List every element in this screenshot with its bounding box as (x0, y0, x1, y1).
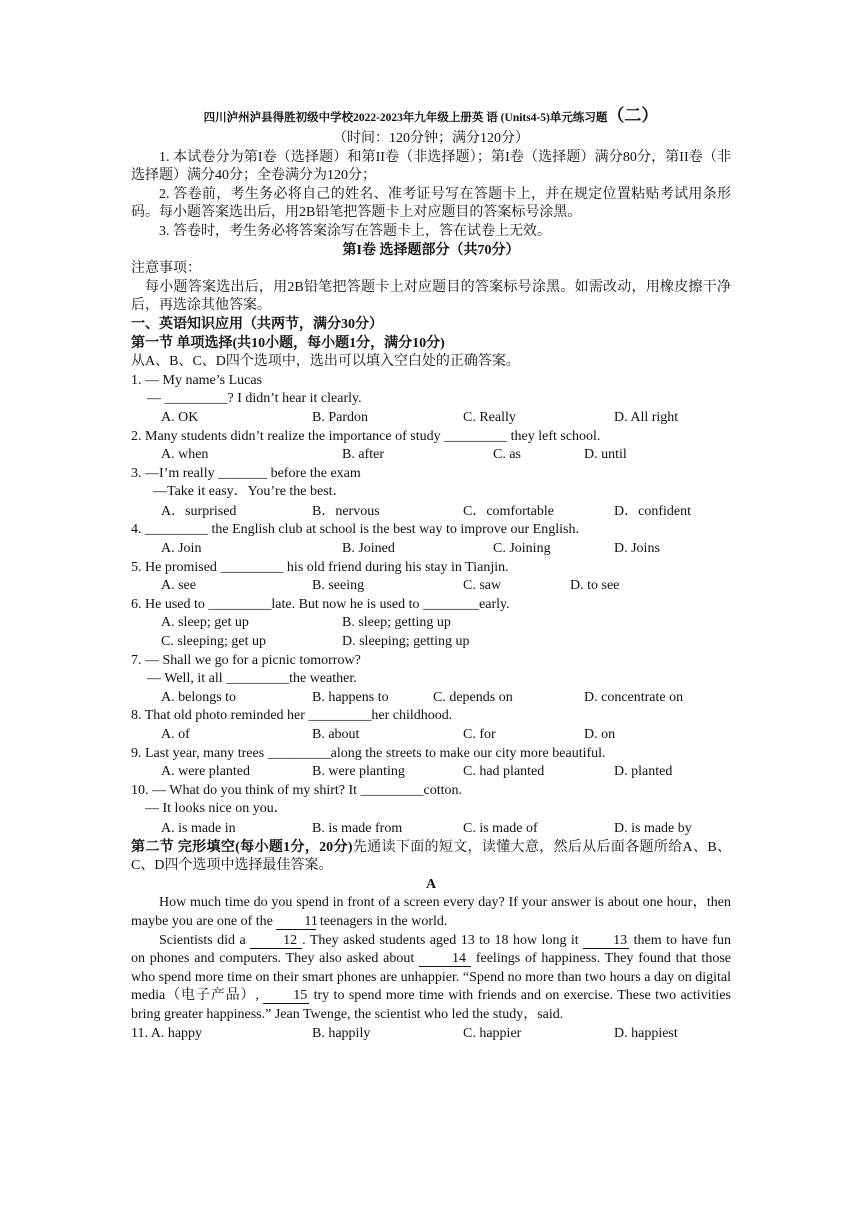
option-d[interactable]: D. Joins (614, 541, 660, 557)
question-stem: —Take it easy．You’re the best． (153, 484, 347, 500)
option-c[interactable]: C. for (463, 727, 496, 742)
option-b[interactable]: B．nervous (312, 503, 380, 519)
instruction-1: 1. 本试卷分为第I卷（选择题）和第II卷（非选择题）；第I卷（选择题）满分80分，第II卷（非选择题）满分40分；全卷满分为120分； (131, 149, 731, 184)
option-d[interactable]: D. concentrate on (584, 689, 684, 705)
question-10 (131, 782, 731, 839)
sub1-instruction: 从A、B、C、D四个选项中，选出可以填入空白处的正确答案。 (131, 354, 520, 370)
option-a[interactable]: A. OK (161, 409, 199, 425)
option-b[interactable]: B. were planting (312, 764, 405, 780)
passage-paragraph-1 (131, 894, 731, 931)
option-c[interactable]: C. as (493, 447, 521, 463)
sub2-heading: 第二节 完形填空(每小题1分，20分) (131, 839, 353, 855)
question-7 (131, 652, 731, 708)
blank-13: 13 (583, 934, 629, 949)
blank-15: 15 (263, 989, 309, 1004)
blank-12: 12 (250, 934, 302, 949)
option-b[interactable]: B. Pardon (312, 409, 368, 425)
option-row (131, 820, 731, 839)
option-d[interactable]: D. happiest (614, 1025, 678, 1041)
exam-page (131, 104, 731, 1043)
passage-text: . They asked students aged 13 to 18 how long it (302, 932, 584, 948)
option-b[interactable]: B. seeing (312, 578, 365, 594)
option-row (131, 409, 731, 428)
exam-title (131, 104, 731, 130)
option-c[interactable]: C. Really (463, 409, 516, 425)
option-d[interactable]: D. sleeping; getting up (342, 634, 470, 650)
passage-paragraph-2 (131, 932, 731, 1025)
option-row (131, 763, 731, 782)
option-d[interactable]: D. is made by (614, 820, 692, 836)
blank-11: 11 (276, 915, 316, 930)
question-11 (131, 1025, 731, 1044)
question-2 (131, 428, 731, 465)
sub2-instruction: 先通读下面的短文，读懂大意，然后从后面各题所给A、B、C、D四个选项中选择最佳答案。 (131, 839, 731, 874)
instruction-2: 2. 答卷前，考生务必将自己的姓名、准考证号写在答题卡上，并在规定位置粘贴考试用条形码。每小题答案选出后，用2B铅笔把答题卡上对应题目的答案标号涂黑。 (131, 186, 731, 221)
option-c[interactable]: C. happier (463, 1025, 522, 1041)
option-c[interactable]: C．comfortable (463, 503, 554, 519)
passage-text: teenagers in the world. (316, 913, 448, 929)
passage-label: A (425, 876, 437, 892)
option-a[interactable]: A. of (161, 727, 190, 742)
question-stem: 2. Many students didn’t realize the importance of study _________ they left school. (131, 428, 601, 444)
option-b[interactable]: B. happily (312, 1025, 371, 1041)
option-d[interactable]: D. until (584, 447, 627, 463)
option-row (131, 614, 731, 633)
option-d[interactable]: D. planted (614, 764, 673, 780)
option-row (131, 633, 731, 652)
option-c[interactable]: C. is made of (463, 820, 538, 836)
question-5 (131, 559, 731, 596)
part1-heading: 第I卷 选择题部分（共70分） (342, 242, 520, 258)
option-d[interactable]: D. to see (570, 578, 620, 594)
option-a[interactable]: A. when (161, 447, 209, 463)
option-a[interactable]: A. sleep; get up (161, 615, 249, 631)
exam-title-main: 四川泸州泸县得胜初级中学校2022-2023年九年级上册英 语 (Units4-5)单元练习题 (203, 112, 608, 124)
question-stem: — It looks nice on you． (145, 801, 288, 817)
option-a[interactable]: A．surprised (161, 503, 237, 519)
section1-heading: 一、英语知识应用（共两节，满分30分） (131, 316, 383, 332)
passage-text: feelings of happiness. They found that those who spend more time on their smart phones are unhappier. “Spend no more than two hours a day on digital media（电子产品）, (131, 951, 731, 1004)
passage-text: How much time do you spend in front of a screen every day? If your answer is about one hour，then maybe you are one of the (131, 895, 731, 929)
option-row (131, 689, 731, 708)
option-b[interactable]: B. about (312, 727, 360, 742)
option-d[interactable]: D. on (584, 727, 616, 742)
option-row (131, 540, 731, 559)
option-b[interactable]: B. after (342, 447, 384, 463)
exam-subtitle: （时间：120分钟；满分120分） (333, 131, 529, 146)
instruction-3: 3. 答卷时，考生务必将答案涂写在答题卡上，答在试卷上无效。 (159, 223, 551, 239)
question-stem: — Well, it all _________the weather. (147, 671, 357, 687)
exam-title-suffix: （二） (607, 106, 659, 125)
option-a[interactable]: A. see (161, 578, 196, 594)
option-c[interactable]: C. Joining (493, 541, 551, 557)
question-stem: 7. — Shall we go for a picnic tomorrow? (131, 652, 361, 668)
question-stem: 8. That old photo reminded her _________her childhood. (131, 708, 453, 724)
option-d[interactable]: D. All right (614, 409, 679, 425)
option-b[interactable]: B. Joined (342, 541, 395, 557)
question-stem: 3. —I’m really _______ before the exam (131, 465, 361, 481)
question-stem: 10. — What do you think of my shirt? It _________cotton. (131, 782, 463, 798)
notes-text: 每小题答案选出后，用2B铅笔把答题卡上对应题目的答案标号涂黑。如需改动，用橡皮擦干净后，再选涂其他答案。 (131, 279, 731, 314)
option-b[interactable]: B. sleep; getting up (342, 615, 451, 631)
option-c[interactable]: C. had planted (463, 764, 545, 780)
question-stem: 9. Last year, many trees _________along the streets to make our city more beautiful. (131, 745, 606, 761)
question-9 (131, 745, 731, 782)
option-a[interactable]: A. were planted (161, 764, 251, 780)
option-b[interactable]: B. happens to (312, 689, 389, 705)
sub2-intro (131, 839, 731, 876)
option-row (131, 446, 731, 465)
sub1-heading: 第一节 单项选择(共10小题，每小题1分，满分10分) (131, 335, 445, 351)
option-a[interactable]: A. belongs to (161, 689, 237, 705)
passage-text: Scientists did a (159, 932, 251, 948)
question-1 (131, 372, 731, 428)
option-a[interactable]: 11. A. happy (131, 1025, 203, 1041)
option-row (131, 726, 731, 745)
question-stem: 1. — My name’s Lucas (131, 372, 263, 388)
question-stem: 6. He used to _________late. But now he is used to ________early. (131, 596, 510, 612)
option-c[interactable]: C. depends on (433, 689, 513, 705)
option-a[interactable]: A. Join (161, 541, 202, 557)
question-3 (131, 465, 731, 522)
question-6 (131, 596, 731, 652)
passage-text: them to have fun on phones and computers. They also asked about (131, 932, 731, 967)
option-a[interactable]: A. is made in (161, 820, 236, 836)
question-4 (131, 521, 731, 558)
question-stem: — _________? I didn’t hear it clearly. (147, 391, 362, 407)
option-c[interactable]: C. saw (463, 578, 502, 594)
question-stem: 5. He promised _________ his old friend during his stay in Tianjin. (131, 559, 509, 575)
option-b[interactable]: B. is made from (312, 820, 403, 836)
passage-text: try to spend more time with friends and on exercise. These two activities bring greater happiness.” Jean Twenge, the scientist who led the study，said. (131, 988, 731, 1022)
blank-14: 14 (419, 952, 471, 967)
notes-label: 注意事项： (131, 261, 201, 277)
option-c[interactable]: C. sleeping; get up (161, 634, 266, 650)
option-row (131, 503, 731, 522)
option-row (131, 577, 731, 596)
question-8 (131, 707, 731, 744)
option-d[interactable]: D．confident (614, 503, 691, 519)
question-stem: 4. _________ the English club at school is the best way to improve our English. (131, 522, 579, 538)
